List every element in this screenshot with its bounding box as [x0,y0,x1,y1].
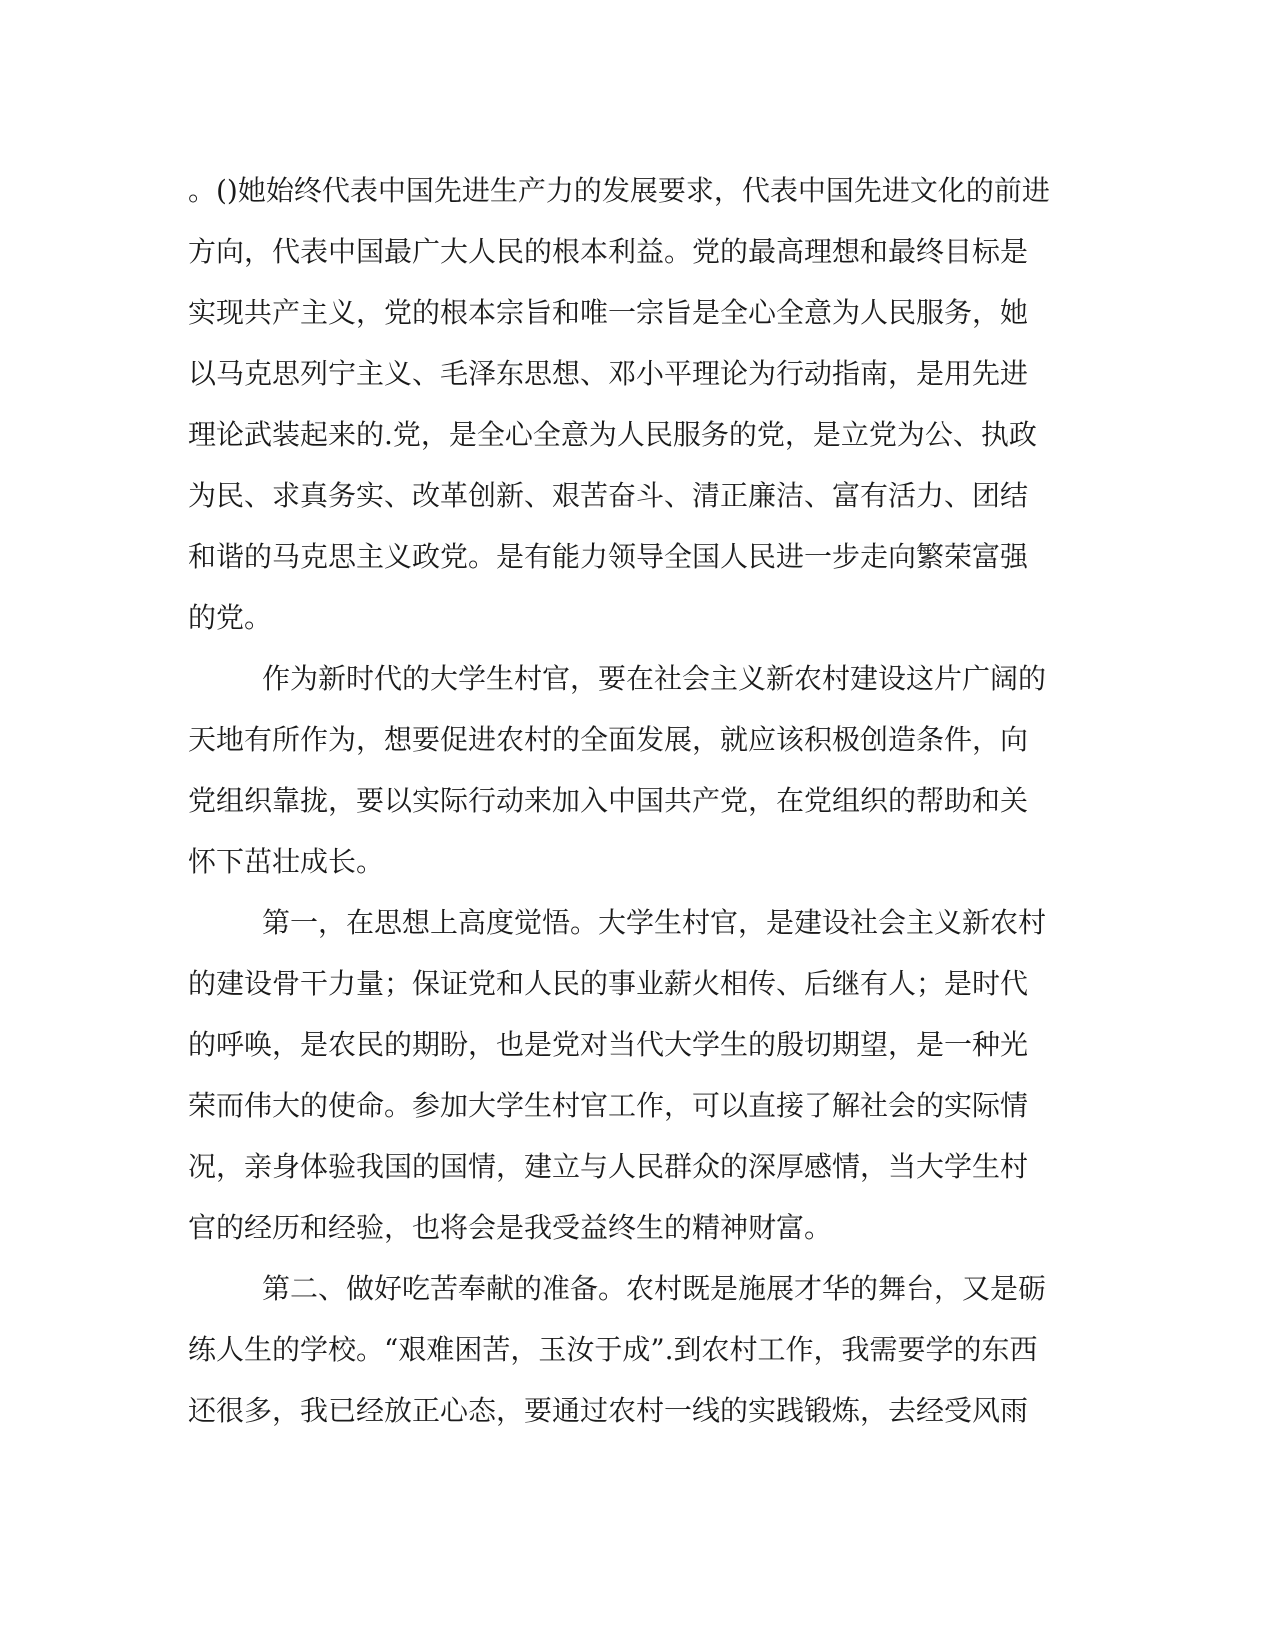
text-line: 和谐的马克思主义政党。是有能力领导全国人民进一步走向繁荣富强 [188,540,1029,573]
text-line: 还很多，我已经放正心态，要通过农村一线的实践锻炼，去经受风雨 [188,1394,1029,1427]
document-body [188,160,1088,1441]
text-line: 为民、求真务实、改革创新、艰苦奋斗、清正廉洁、富有活力、团结 [188,479,1029,512]
text-line: 实现共产主义，党的根本宗旨和唯一宗旨是全心全意为人民服务，她 [188,296,1029,329]
text-line: 况，亲身体验我国的国情，建立与人民群众的深厚感情，当大学生村 [188,1150,1029,1183]
text-line: 荣而伟大的使命。参加大学生村官工作，可以直接了解社会的实际情 [188,1089,1029,1122]
text-line: 的呼唤，是农民的期盼，也是党对当代大学生的殷切期望，是一种光 [188,1028,1029,1061]
paragraph-start-line: 第一，在思想上高度觉悟。大学生村官，是建设社会主义新农村 [262,906,1047,939]
text-line: 天地有所作为，想要促进农村的全面发展，就应该积极创造条件，向 [188,723,1029,756]
text-line: 的建设骨干力量；保证党和人民的事业薪火相传、后继有人；是时代 [188,967,1029,1000]
text-line: 理论武装起来的.党，是全心全意为人民服务的党，是立党为公、执政 [188,418,1037,451]
text-line: 的党。 [188,601,273,634]
text-line: 官的经历和经验，也将会是我受益终生的精神财富。 [188,1211,833,1244]
text-line: 方向，代表中国最广大人民的根本利益。党的最高理想和最终目标是 [188,235,1029,268]
text-line: 怀下茁壮成长。 [188,845,385,878]
text-line: 练人生的学校。“艰难困苦，玉汝于成”.到农村工作，我需要学的东西 [188,1333,1038,1366]
text-line: 以马克思列宁主义、毛泽东思想、邓小平理论为行动指南，是用先进 [188,357,1029,390]
paragraph-start-line: 第二、做好吃苦奉献的准备。农村既是施展才华的舞台，又是砺 [262,1272,1047,1305]
text-line: 党组织靠拢，要以实际行动来加入中国共产党，在党组织的帮助和关 [188,784,1029,817]
text-line: 。()她始终代表中国先进生产力的发展要求，代表中国先进文化的前进 [188,174,1050,207]
paragraph-start-line: 作为新时代的大学生村官，要在社会主义新农村建设这片广阔的 [262,662,1047,695]
